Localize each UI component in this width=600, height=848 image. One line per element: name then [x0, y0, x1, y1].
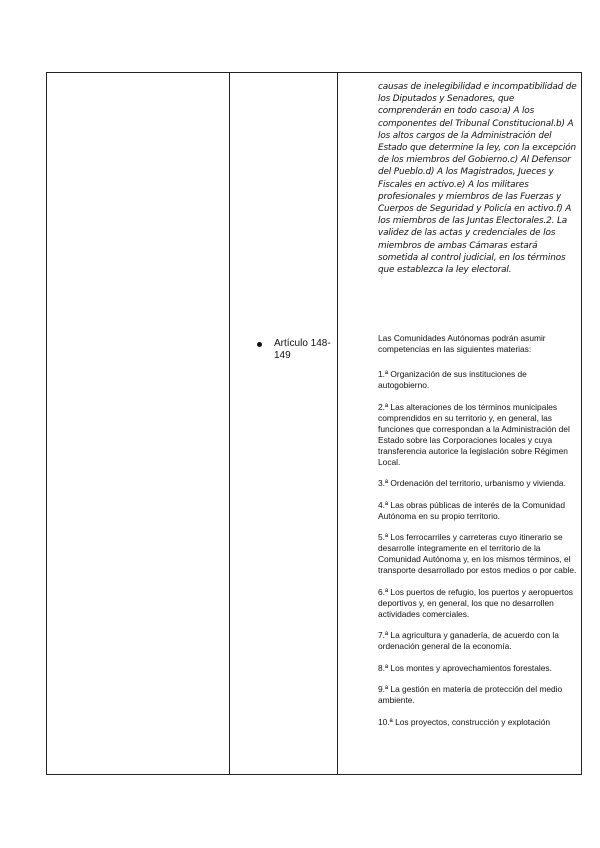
- competence-item: 2.ª Las alteraciones de los términos municipales comprendidos en su territorio y, en general, las funciones que correspondan a la Administración del Estado sobre las Corporaciones locales y cuya transferencia autorice la legislación sobre Régimen Local.: [378, 401, 570, 467]
- competence-item: 7.ª La agricultura y ganadería, de acuerdo con la ordenación general de la economía.: [378, 630, 559, 651]
- column-divider: [229, 73, 230, 774]
- article-text-italic: causas de inelegibilidad e incompatibilidad de los Diputados y Senadores, que comprenderán en todo caso:a) A los componentes del Tribunal Constitucional.b) A los altos cargos de la Administración del Estado que determine la ley, con la excepción de los miembros del Gobierno.c) Al Defensor del Pueblo.d) A los Magistrados, Jueces y Fiscales en activo.e) A los militares profesionales y miembros de las Fuerzas y Cuerpos de Seguridad y Policía en activo.f) A los miembros de las Juntas Electorales.2. La validez de las actas y credenciales de los miembros de ambas Cámaras estará sometida al control judicial, en los términos que establezca la ley electoral.: [378, 82, 577, 276]
- document-table: [46, 72, 582, 775]
- competence-item: 6.ª Los puertos de refugio, los puertos y aeropuertos deportivos y, en general, los que no desarrollen actividades comerciales.: [378, 586, 573, 619]
- article-reference: Artículo 148-149: [274, 338, 331, 361]
- competence-item: 3.ª Ordenación del territorio, urbanismo y vivienda.: [378, 478, 566, 488]
- column-divider: [337, 73, 338, 774]
- competence-item: 9.ª La gestión en materia de protección del medio ambiente.: [378, 684, 563, 705]
- bullet-icon: [257, 342, 262, 347]
- competence-item: 4.ª Las obras públicas de interés de la Comunidad Autónoma en su propio territorio.: [378, 499, 565, 521]
- competence-item: 5.ª Los ferrocarriles y carreteras cuyo itinerario se desarrolle íntegramente en el territorio de la Comunidad Autónoma y, en los mismos términos, el transporte desarrollado por estos medios o por cable.: [378, 532, 577, 575]
- competence-item: 10.ª Los proyectos, construcción y explotación: [378, 716, 551, 727]
- competences-intro: Las Comunidades Autónomas podrán asumir competencias en las siguientes materias:: [378, 333, 546, 354]
- competence-item: 8.ª Los montes y aprovechamientos forestales.: [378, 662, 552, 673]
- competence-item: 1.ª Organización de sus instituciones de autogobierno.: [378, 369, 527, 390]
- competences-list: [378, 333, 578, 738]
